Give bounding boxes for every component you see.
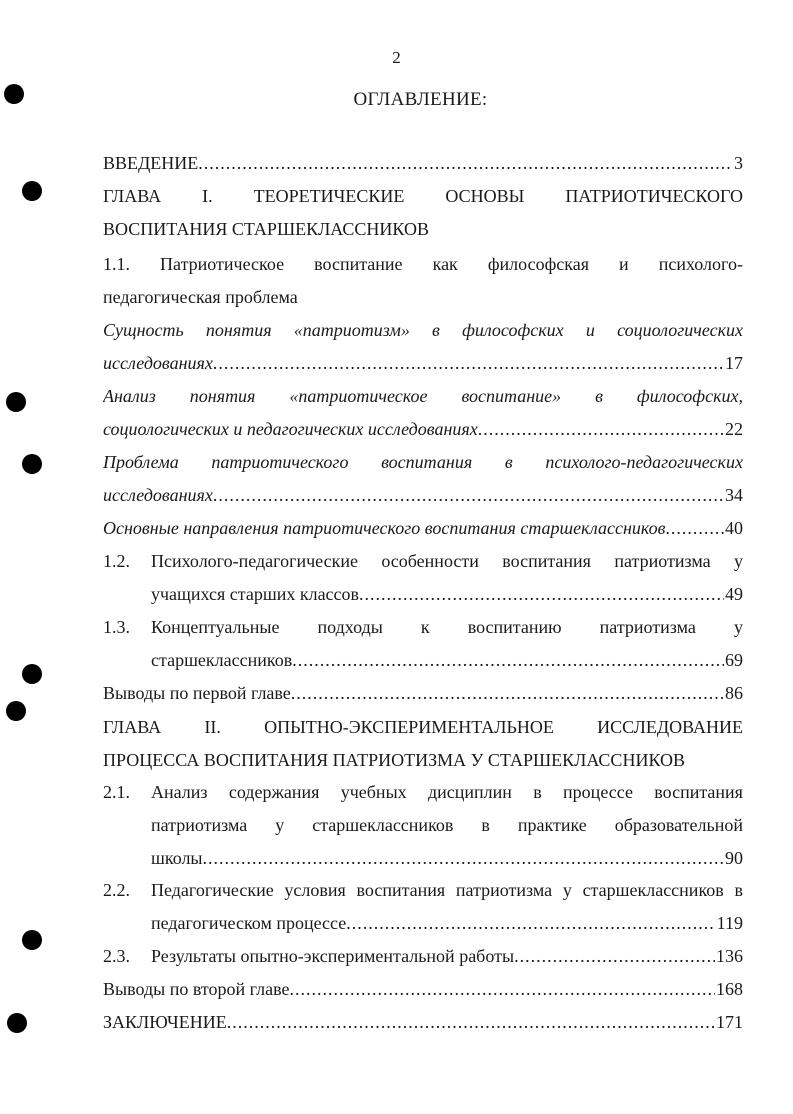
toc-entry-intro[interactable]: ВВЕДЕНИЕ ..... 3	[103, 147, 743, 180]
toc-section-1-3-line2[interactable]: старшеклассников ..... 69	[151, 644, 743, 677]
toc-chapter-2-line2: ПРОЦЕССА ВОСПИТАНИЯ ПАТРИОТИЗМА У СТАРШЕКЛАССНИКОВ	[103, 750, 686, 770]
toc-section-2-2-line2[interactable]: педагогическом процессе ..... 119	[151, 907, 743, 940]
toc-chapter-2[interactable]: ГЛАВА II. ОПЫТНО-ЭКСПЕРИМЕНТАЛЬНОЕ ИССЛЕДОВАНИЕ	[103, 717, 743, 737]
toc-section-number: 2.3.	[103, 946, 130, 966]
toc-subsection-2-line2[interactable]: социологических и педагогических исследованиях ..... 22	[103, 413, 743, 446]
toc-conclusions-1[interactable]: Выводы по первой главе ..... 86	[103, 677, 743, 710]
punch-hole	[22, 454, 42, 474]
punch-hole	[6, 392, 26, 412]
toc-section-number: 2.1.	[103, 782, 130, 802]
toc-entry-conclusion[interactable]: ЗАКЛЮЧЕНИЕ ..... 171	[103, 1006, 743, 1039]
toc-chapter-1-line2: ВОСПИТАНИЯ СТАРШЕКЛАССНИКОВ	[103, 219, 429, 239]
toc-subsection-1-line2[interactable]: исследованиях ..... 17	[103, 347, 743, 380]
toc-section-1-2-line2[interactable]: учащихся старших классов ..... 49	[151, 578, 743, 611]
toc-section-1-2[interactable]: Психолого-педагогические особенности воспитания патриотизма у	[151, 551, 743, 571]
toc-section-1-3[interactable]: Концептуальные подходы к воспитанию патриотизма у	[151, 617, 743, 637]
punch-hole	[22, 664, 42, 684]
toc-section-2-1-line3[interactable]: школы ..... 90	[151, 842, 743, 875]
toc-subsection-2[interactable]: Анализ понятия «патриотическое воспитание» в философских,	[103, 386, 743, 406]
toc-section-1-1-line2: педагогическая проблема	[103, 287, 298, 307]
toc-subsection-3[interactable]: Проблема патриотического воспитания в психолого-педагогических	[103, 452, 743, 472]
toc-subsection-3-line2[interactable]: исследованиях ..... 34	[103, 479, 743, 512]
toc-conclusions-2[interactable]: Выводы по второй главе ..... 168	[103, 973, 743, 1006]
toc-section-number: 1.3.	[103, 617, 130, 637]
toc-section-2-1[interactable]: Анализ содержания учебных дисциплин в процессе воспитания	[151, 782, 743, 802]
punch-hole	[22, 181, 42, 201]
toc-section-1-1[interactable]: 1.1. Патриотическое воспитание как философская и психолого-	[103, 254, 743, 274]
page-number: 2	[392, 48, 401, 67]
page-title: ОГЛАВЛЕНИЕ:	[353, 89, 488, 110]
punch-hole	[6, 701, 26, 721]
toc-subsection-4[interactable]: Основные направления патриотического воспитания старшеклассников ..... 40	[103, 512, 743, 545]
toc-section-number: 2.2.	[103, 880, 130, 900]
toc-section-2-2[interactable]: Педагогические условия воспитания патриотизма у старшеклассников в	[151, 880, 743, 900]
punch-hole	[22, 930, 42, 950]
toc-section-2-3[interactable]: Результаты опытно-экспериментальной работы ..... 136	[151, 940, 743, 973]
toc-section-2-1-line2[interactable]: патриотизма у старшеклассников в практике образовательной	[151, 815, 743, 835]
toc-section-number: 1.2.	[103, 551, 130, 571]
toc-chapter-1[interactable]: ГЛАВА I. ТЕОРЕТИЧЕСКИЕ ОСНОВЫ ПАТРИОТИЧЕСКОГО	[103, 186, 743, 206]
toc-subsection-1[interactable]: Сущность понятия «патриотизм» в философских и социологических	[103, 320, 743, 340]
punch-hole	[7, 1013, 27, 1033]
